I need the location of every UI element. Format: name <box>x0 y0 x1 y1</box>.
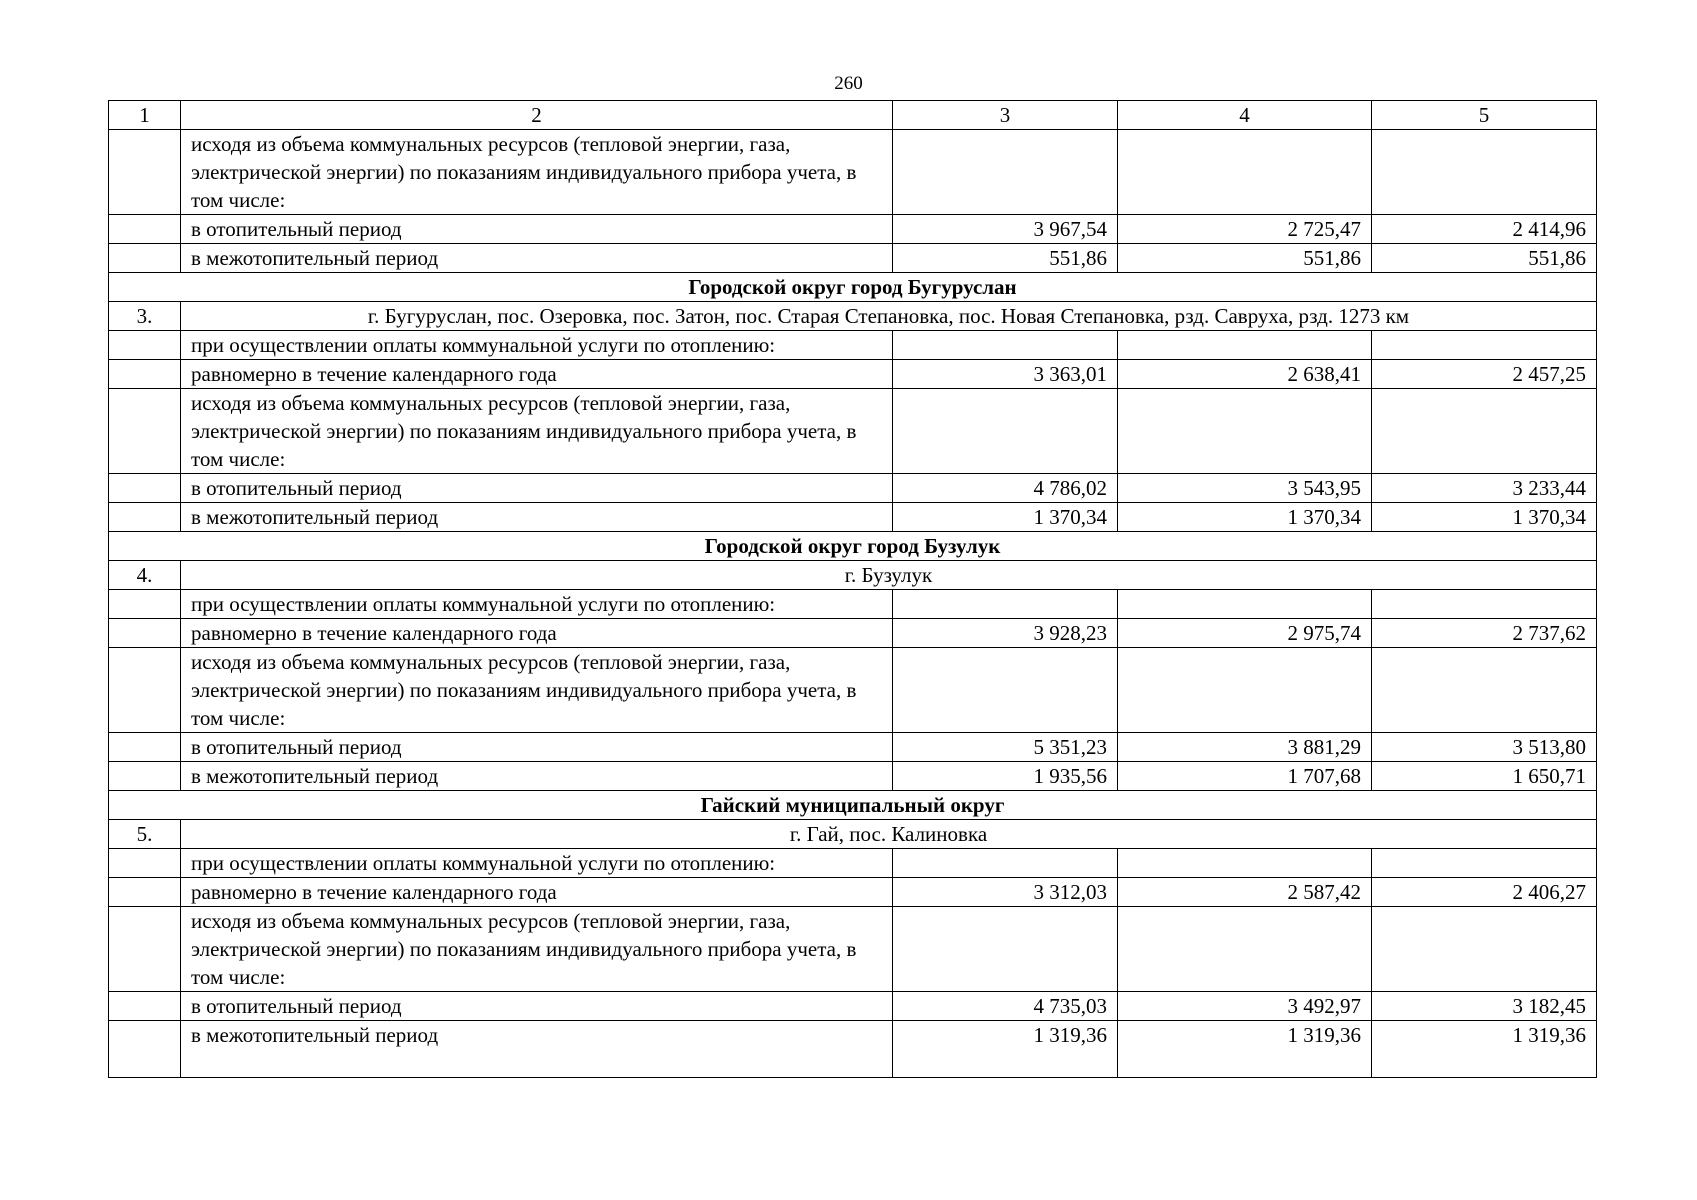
value-col-3 <box>893 648 1118 733</box>
row-label: равномерно в течение календарного года <box>181 878 893 907</box>
header-cell-2: 2 <box>181 101 893 130</box>
value-col-4: 2 725,47 <box>1118 215 1372 244</box>
row-label: в межотопительный период <box>181 503 893 532</box>
row-number <box>109 907 181 992</box>
row-number <box>109 762 181 791</box>
section-title: Городской округ город Бугуруслан <box>109 273 1597 302</box>
header-row <box>109 101 1597 130</box>
value-col-5: 2 737,62 <box>1372 619 1597 648</box>
value-col-5: 1 319,36 <box>1372 1021 1597 1078</box>
value-col-5: 1 370,34 <box>1372 503 1597 532</box>
table-row <box>109 215 1597 244</box>
row-label: в отопительный период <box>181 215 893 244</box>
value-col-4 <box>1118 331 1372 360</box>
value-col-3 <box>893 849 1118 878</box>
value-col-3: 3 312,03 <box>893 878 1118 907</box>
tariff-table <box>108 100 1597 1078</box>
table-row <box>109 733 1597 762</box>
table-row <box>109 619 1597 648</box>
value-col-4: 551,86 <box>1118 244 1372 273</box>
value-col-4: 3 492,97 <box>1118 992 1372 1021</box>
value-col-3: 4 786,02 <box>893 474 1118 503</box>
row-number <box>109 360 181 389</box>
header-cell-1: 1 <box>109 101 181 130</box>
value-col-4 <box>1118 648 1372 733</box>
section-row <box>109 273 1597 302</box>
row-number <box>109 244 181 273</box>
locality-name: г. Бузулук <box>181 561 1597 590</box>
section-title: Городской округ город Бузулук <box>109 532 1597 561</box>
header-cell-5: 5 <box>1372 101 1597 130</box>
locality-name: г. Гай, пос. Калиновка <box>181 820 1597 849</box>
value-col-5: 2 406,27 <box>1372 878 1597 907</box>
header-cell-3: 3 <box>893 101 1118 130</box>
value-col-3: 1 370,34 <box>893 503 1118 532</box>
value-col-5: 1 650,71 <box>1372 762 1597 791</box>
value-col-3 <box>893 590 1118 619</box>
value-col-4: 2 975,74 <box>1118 619 1372 648</box>
row-number <box>109 849 181 878</box>
table-row <box>109 762 1597 791</box>
locality-row <box>109 302 1597 331</box>
value-col-5 <box>1372 648 1597 733</box>
row-label: при осуществлении оплаты коммунальной услуги по отоплению: <box>181 849 893 878</box>
row-number <box>109 992 181 1021</box>
value-col-4 <box>1118 590 1372 619</box>
value-col-4: 3 543,95 <box>1118 474 1372 503</box>
table-row <box>109 878 1597 907</box>
value-col-3 <box>893 331 1118 360</box>
value-col-4: 1 319,36 <box>1118 1021 1372 1078</box>
table-body <box>109 101 1597 1078</box>
row-number <box>109 1021 181 1078</box>
value-col-3 <box>893 389 1118 474</box>
value-col-5 <box>1372 130 1597 215</box>
value-col-4: 2 587,42 <box>1118 878 1372 907</box>
page-number: 260 <box>834 73 863 94</box>
row-label: в межотопительный период <box>181 1021 893 1078</box>
value-col-3: 5 351,23 <box>893 733 1118 762</box>
header-cell-4: 4 <box>1118 101 1372 130</box>
row-label: исходя из объема коммунальных ресурсов (тепловой энергии, газа, электрической энергии) по показаниям индивидуального прибора учета, в том числе: <box>181 130 893 215</box>
row-number <box>109 648 181 733</box>
table-row <box>109 849 1597 878</box>
locality-row <box>109 561 1597 590</box>
row-number <box>109 503 181 532</box>
value-col-5 <box>1372 389 1597 474</box>
table-row <box>109 590 1597 619</box>
value-col-3: 4 735,03 <box>893 992 1118 1021</box>
row-number <box>109 878 181 907</box>
section-title: Гайский муниципальный округ <box>109 791 1597 820</box>
row-number <box>109 389 181 474</box>
row-label: в отопительный период <box>181 474 893 503</box>
row-number <box>109 215 181 244</box>
row-number <box>109 590 181 619</box>
row-number: 4. <box>109 561 181 590</box>
row-label: в межотопительный период <box>181 762 893 791</box>
row-number <box>109 733 181 762</box>
value-col-4 <box>1118 389 1372 474</box>
table-row <box>109 648 1597 733</box>
row-label: при осуществлении оплаты коммунальной услуги по отоплению: <box>181 331 893 360</box>
value-col-4 <box>1118 130 1372 215</box>
row-number <box>109 619 181 648</box>
value-col-3: 551,86 <box>893 244 1118 273</box>
value-col-5 <box>1372 849 1597 878</box>
row-label: исходя из объема коммунальных ресурсов (тепловой энергии, газа, электрической энергии) по показаниям индивидуального прибора учета, в том числе: <box>181 648 893 733</box>
table-row <box>109 244 1597 273</box>
value-col-5: 3 233,44 <box>1372 474 1597 503</box>
row-label: при осуществлении оплаты коммунальной услуги по отоплению: <box>181 590 893 619</box>
section-row <box>109 791 1597 820</box>
table-row <box>109 389 1597 474</box>
value-col-3: 3 928,23 <box>893 619 1118 648</box>
row-label: равномерно в течение календарного года <box>181 619 893 648</box>
value-col-4: 3 881,29 <box>1118 733 1372 762</box>
value-col-4: 1 707,68 <box>1118 762 1372 791</box>
row-label: исходя из объема коммунальных ресурсов (тепловой энергии, газа, электрической энергии) по показаниям индивидуального прибора учета, в том числе: <box>181 907 893 992</box>
value-col-4 <box>1118 849 1372 878</box>
row-number <box>109 130 181 215</box>
value-col-5 <box>1372 907 1597 992</box>
value-col-5: 2 414,96 <box>1372 215 1597 244</box>
value-col-3 <box>893 130 1118 215</box>
value-col-5 <box>1372 331 1597 360</box>
table-row <box>109 1021 1597 1078</box>
value-col-5: 3 513,80 <box>1372 733 1597 762</box>
value-col-5: 3 182,45 <box>1372 992 1597 1021</box>
value-col-5 <box>1372 590 1597 619</box>
row-label: в отопительный период <box>181 992 893 1021</box>
value-col-3: 1 935,56 <box>893 762 1118 791</box>
value-col-4: 1 370,34 <box>1118 503 1372 532</box>
section-row <box>109 532 1597 561</box>
value-col-3: 3 363,01 <box>893 360 1118 389</box>
row-label: равномерно в течение календарного года <box>181 360 893 389</box>
locality-row <box>109 820 1597 849</box>
row-number: 3. <box>109 302 181 331</box>
value-col-3: 3 967,54 <box>893 215 1118 244</box>
table-row <box>109 992 1597 1021</box>
row-label: в отопительный период <box>181 733 893 762</box>
locality-name: г. Бугуруслан, пос. Озеровка, пос. Затон, пос. Старая Степановка, пос. Новая Степановка, рзд. Савруха, рзд. 1273 км <box>181 302 1597 331</box>
value-col-4 <box>1118 907 1372 992</box>
value-col-3 <box>893 907 1118 992</box>
row-number <box>109 474 181 503</box>
table-row <box>109 130 1597 215</box>
table-row <box>109 331 1597 360</box>
value-col-5: 551,86 <box>1372 244 1597 273</box>
table-row <box>109 474 1597 503</box>
row-number <box>109 331 181 360</box>
table-row <box>109 907 1597 992</box>
value-col-3: 1 319,36 <box>893 1021 1118 1078</box>
row-label: в межотопительный период <box>181 244 893 273</box>
table-row <box>109 503 1597 532</box>
table-row <box>109 360 1597 389</box>
row-label: исходя из объема коммунальных ресурсов (тепловой энергии, газа, электрической энергии) по показаниям индивидуального прибора учета, в том числе: <box>181 389 893 474</box>
value-col-4: 2 638,41 <box>1118 360 1372 389</box>
row-number: 5. <box>109 820 181 849</box>
value-col-5: 2 457,25 <box>1372 360 1597 389</box>
